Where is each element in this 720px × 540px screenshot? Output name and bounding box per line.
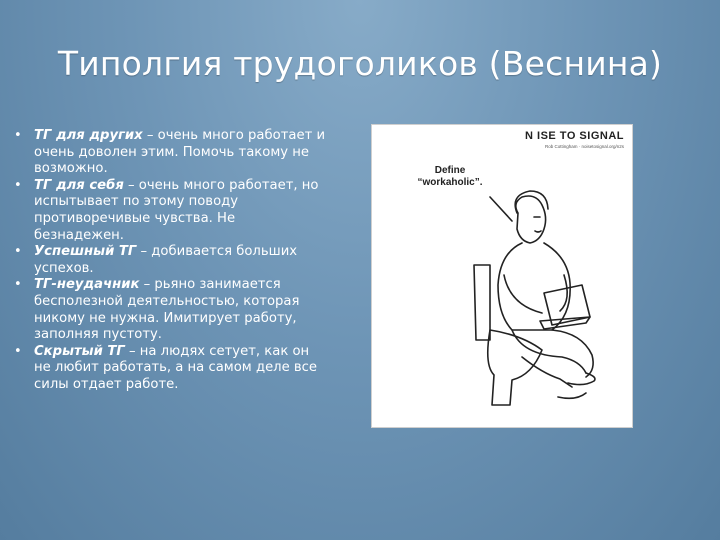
item-description: – очень много работает и очень доволен этим. Помочь такому не возможно. bbox=[34, 128, 326, 177]
cartoon-credit: Rob Cottingham · noisetosignal.org/n2s bbox=[544, 144, 624, 149]
bullet-icon: • bbox=[14, 277, 22, 293]
speech-text: Define “workaholic”. bbox=[417, 165, 483, 188]
item-description: – очень много работает, но испытывает по этому поводу противоречивые чувства. Не безнадежен. bbox=[34, 177, 319, 243]
list-item bbox=[14, 178, 326, 244]
list-item bbox=[14, 344, 326, 394]
cartoon-logo: N ISE TO SIGNAL bbox=[525, 130, 624, 142]
list-item bbox=[14, 277, 326, 343]
list-item bbox=[14, 128, 326, 178]
typology-list bbox=[14, 128, 326, 394]
item-description: – рьяно занимается бесполезной деятельностью, которая никому не нужна. Имитирует работу, заполняя пустоту. bbox=[34, 277, 300, 343]
item-term: Скрытый ТГ bbox=[34, 343, 125, 359]
item-term: ТГ для себя bbox=[34, 177, 124, 193]
item-description: – на людях сетует, как он не любит работать, а на самом деле все силы отдает работе. bbox=[34, 343, 318, 392]
list-item bbox=[14, 244, 326, 277]
item-term: ТГ-неудачник bbox=[34, 277, 140, 293]
bullet-icon: • bbox=[14, 244, 22, 260]
bullet-icon: • bbox=[14, 343, 22, 359]
bullet-icon: • bbox=[14, 128, 22, 143]
item-description: – добивается больших успехов. bbox=[34, 244, 298, 276]
slide-title: Типолгия трудоголиков (Веснина) bbox=[57, 44, 663, 83]
item-term: ТГ для других bbox=[34, 128, 143, 143]
item-term: Успешный ТГ bbox=[34, 244, 137, 260]
bullet-icon: • bbox=[14, 177, 22, 193]
workaholic-cartoon bbox=[371, 124, 633, 428]
